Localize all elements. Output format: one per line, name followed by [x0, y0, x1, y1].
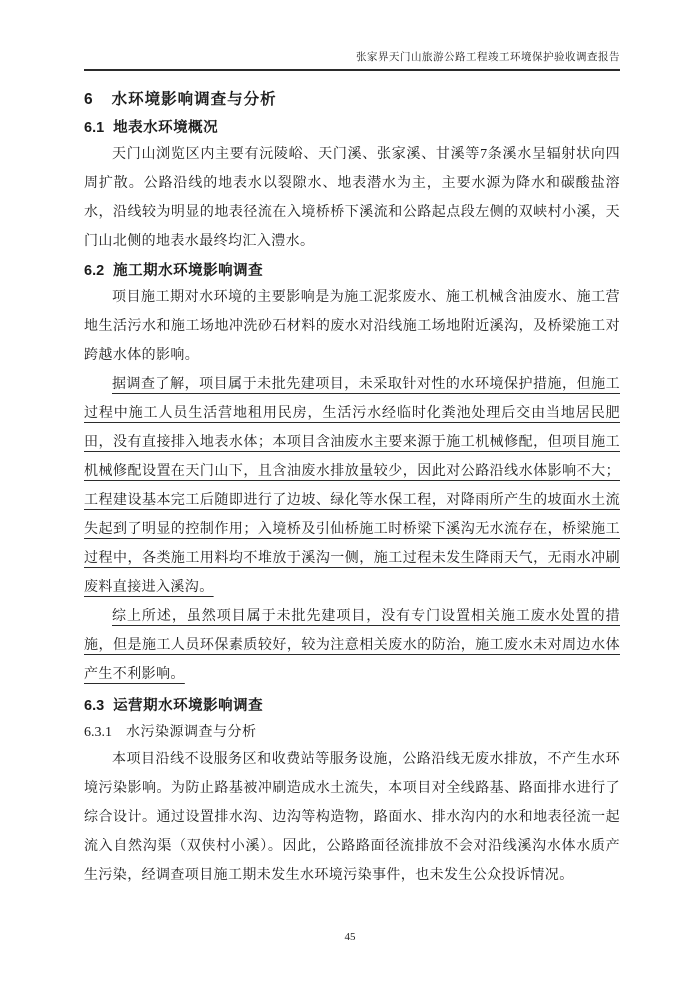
section-number: 6.1	[84, 120, 105, 136]
section-number: 6.3.1	[84, 725, 112, 740]
running-header-title: 张家界天门山旅游公路工程竣工环境保护验收调查报告	[356, 52, 620, 63]
section-heading-6-3-1	[84, 722, 620, 744]
section-heading-6-1	[84, 117, 620, 139]
page-number: 45	[344, 931, 356, 943]
paragraph-surface-water-overview: 天门山浏览区内主要有沅陵峪、天门溪、张家溪、甘溪等7条溪水呈辐射状向四周扩散。公路沿线的地表水以裂隙水、地表潜水为主，主要水源为降水和碳酸盐溶水，沿线较为明显的地表径流在入境桥桥下溪流和公路起点段左侧的双峡村小溪，天门山北侧的地表水最终均汇入澧水。	[84, 147, 620, 249]
section-title: 施工期水环境影响调查	[113, 263, 264, 279]
paragraph-conclusion-underlined: 综上所述，虽然项目属于未批先建项目，没有专门设置相关施工废水处置的措施，但是施工人员环保素质较好，较为注意相关废水的防治，施工废水未对周边水体产生不利影响。	[84, 609, 620, 682]
section-title: 水环境影响调查与分析	[111, 91, 277, 108]
section-title: 运营期水环境影响调查	[113, 698, 264, 714]
paragraph-investigation-findings-underlined: 据调查了解，项目属于未批先建项目，未采取针对性的水环境保护措施，但施工过程中施工人员生活营地租用民房，生活污水经临时化粪池处理后交由当地居民肥田，没有直接排入地表水体；本项目含油废水主要来源于施工机械修配，但项目施工机械修配设置在天门山下，且含油废水排放量较少，因此对公路沿线水体影响不大；工程建设基本完工后随即进行了边坡、绿化等水保工程，对降雨所产生的坡面水土流失起到了明显的控制作用；入境桥及引仙桥施工时桥梁下溪沟无水流存在，桥梁施工过程中，各类施工用料均不堆放于溪沟一侧，施工过程未发生降雨天气，无雨水冲刷废料直接进入溪沟。	[84, 377, 620, 595]
section-heading-6	[84, 89, 620, 111]
header-divider	[84, 69, 620, 71]
section-heading-6-3	[84, 695, 620, 717]
section-heading-6-2	[84, 260, 620, 282]
section-number: 6.2	[84, 263, 105, 279]
section-title: 水污染源调查与分析	[126, 725, 257, 740]
section-title: 地表水环境概况	[113, 120, 219, 136]
section-number: 6	[84, 91, 93, 108]
paragraph-construction-impact: 项目施工期对水环境的主要影响是为施工泥浆废水、施工机械含油废水、施工营地生活污水和施工场地冲洗砂石材料的废水对沿线施工场地附近溪沟，及桥梁施工对跨越水体的影响。	[84, 290, 620, 363]
paragraph-operation-pollution-source: 本项目沿线不设服务区和收费站等服务设施，公路沿线无废水排放，不产生水环境污染影响。为防止路基被冲刷造成水土流失，本项目对全线路基、路面排水进行了综合设计。通过设置排水沟、边沟等构造物，路面水、排水沟内的水和地表径流一起流入自然沟渠（双侠村小溪）。因此，公路路面径流排放不会对沿线溪沟水体水质产生污染，经调查项目施工期未发生水环境污染事件，也未发生公众投诉情况。	[84, 752, 620, 883]
page-footer	[0, 931, 700, 943]
section-number: 6.3	[84, 698, 105, 714]
